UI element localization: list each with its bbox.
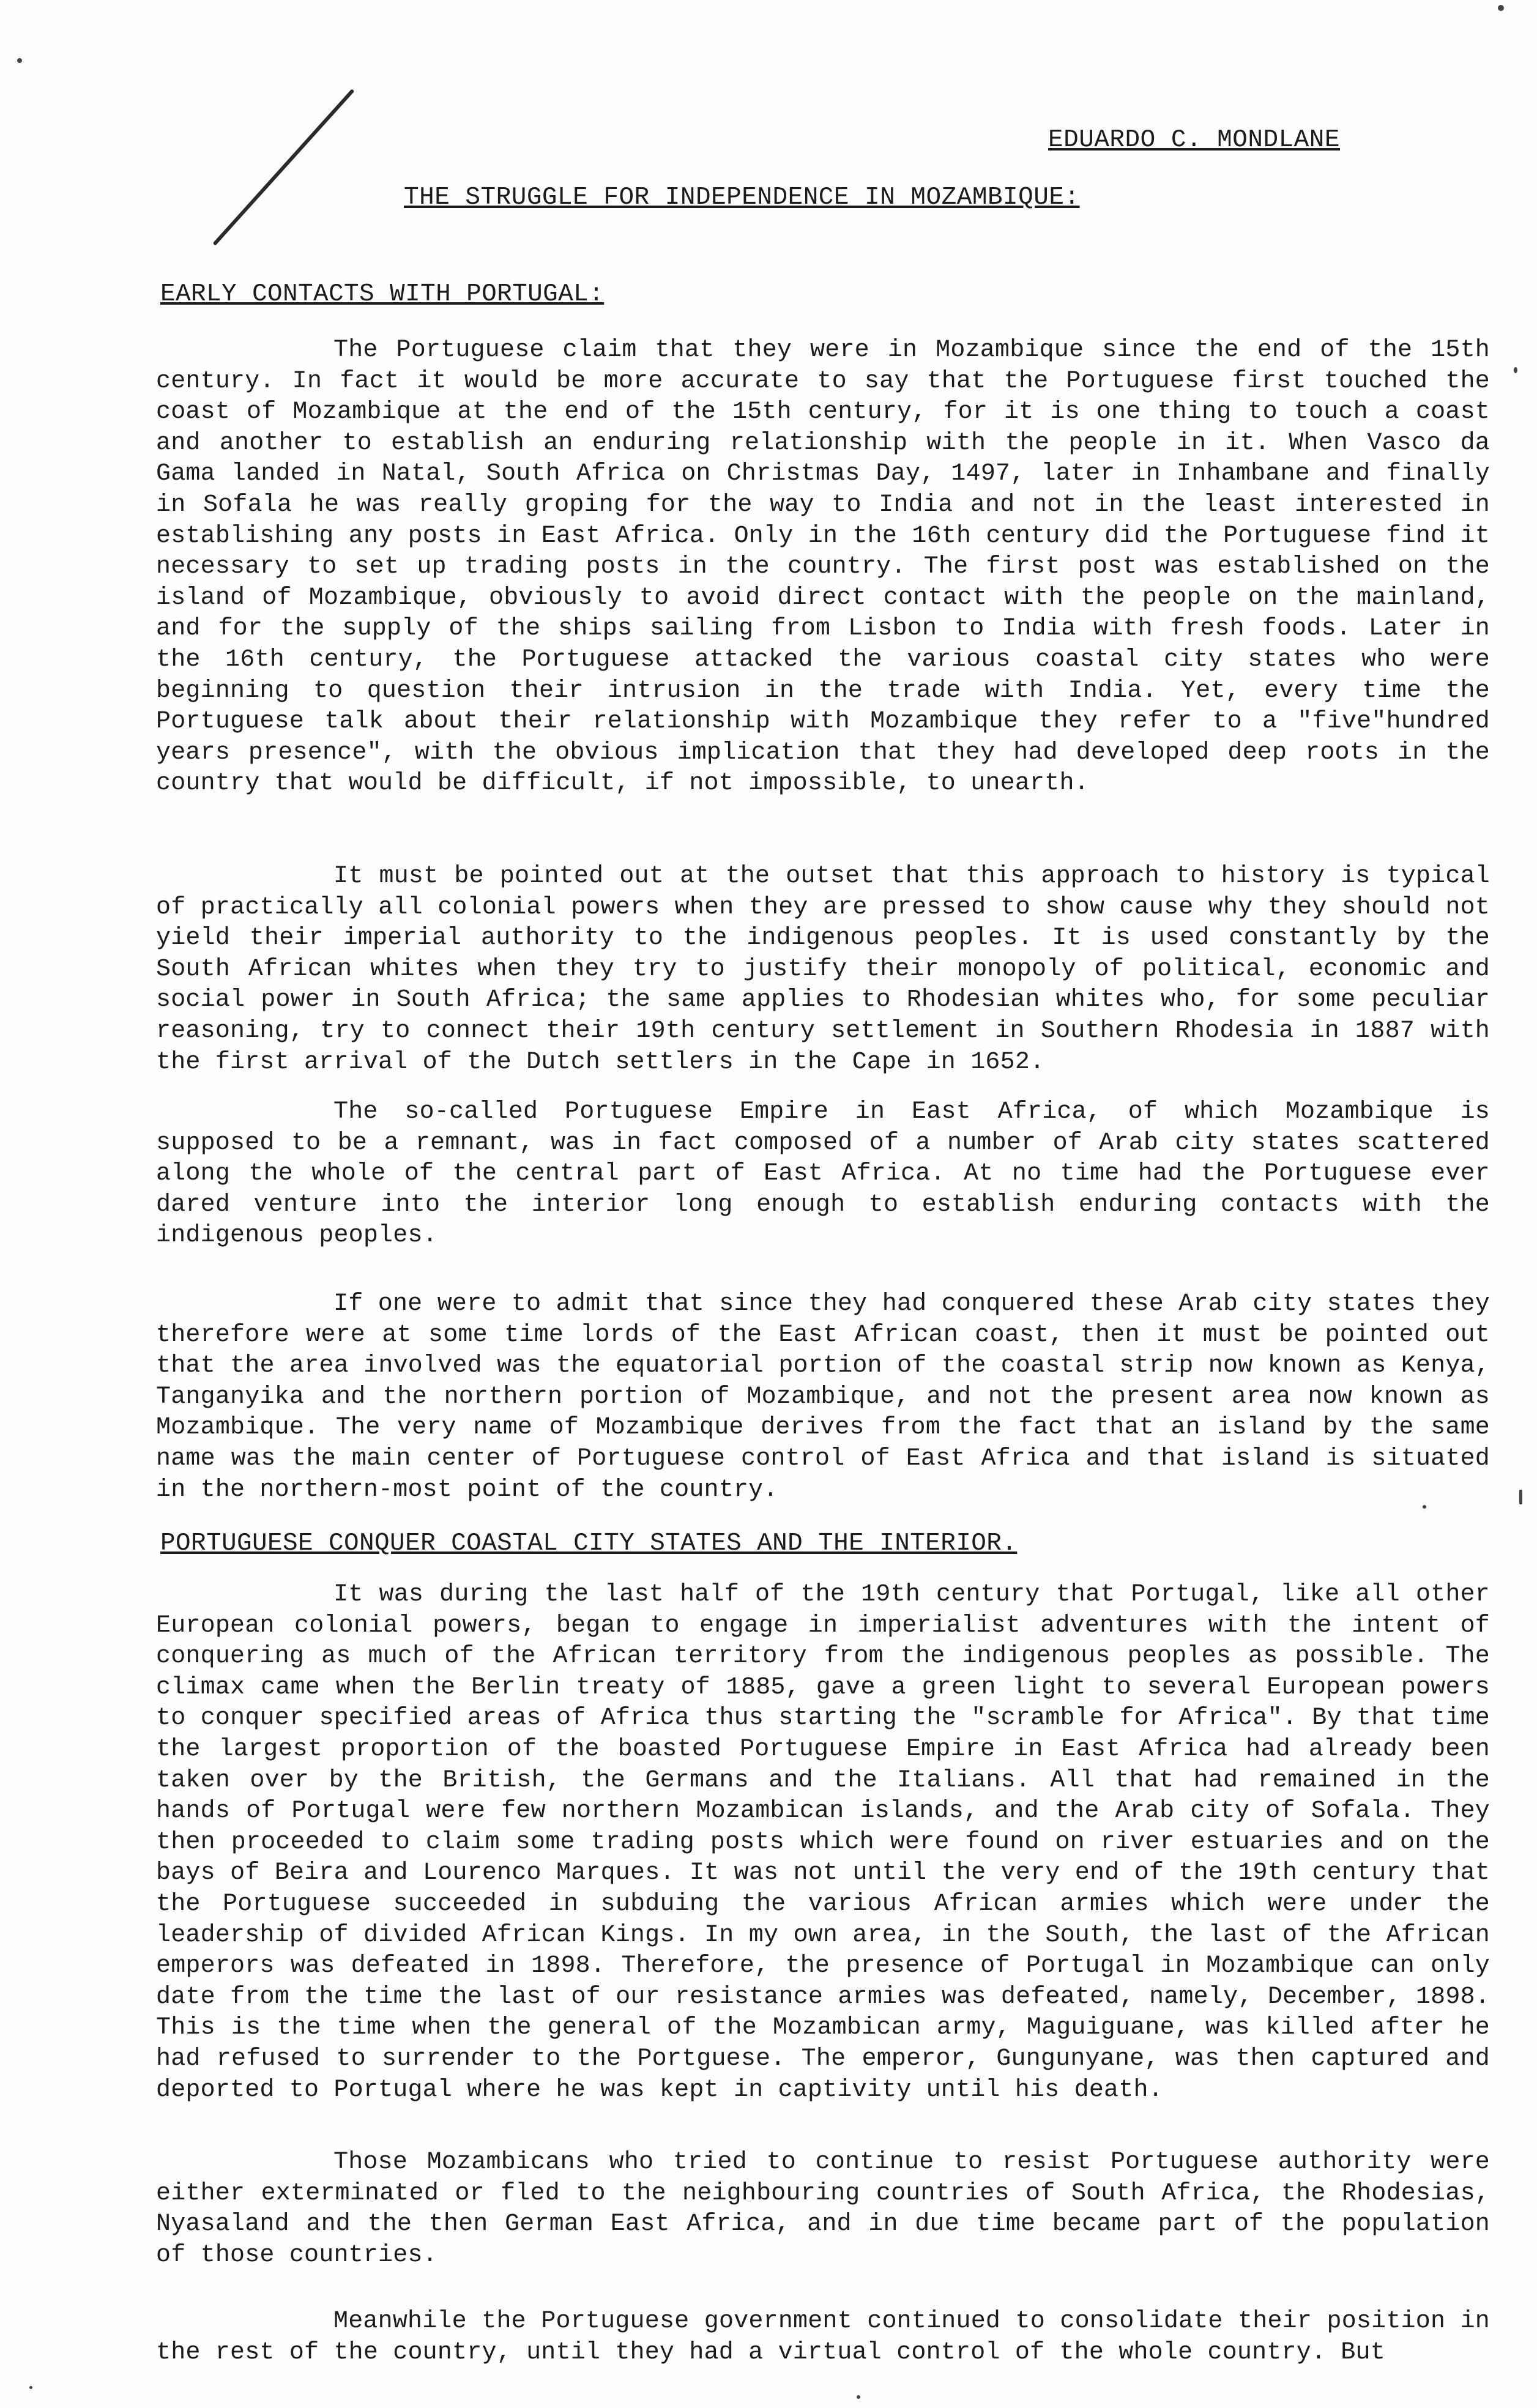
paragraph-6: Those Mozambicans who tried to continue to resist Portuguese authority were either exterminated or fled to the neighbouring countries of South Africa, the Rhodesias, Nyasaland and the then German East Africa, and in due time became part of the population of those countries. (156, 2149, 1490, 2269)
paragraph-5: It was during the last half of the 19th century that Portugal, like all other European colonial powers, began to engage in imperialist adventures with the intent of conquering as much of the African territory from the indigenous peoples as possible. The climax came when the Berlin treaty of 1885, gave a green light to several European powers to conquer specified areas of Africa thus starting the "scramble for Africa". By that time the largest proportion of the boasted Portuguese Empire in East Africa had already been taken over by the British, the Germans and the Italians. All that had remained in the hands of Portugal were few northern Mozambican islands, and the Arab city of Sofala. They then proceeded to claim some trading posts which were found on river estuaries and on the bays of Beira and Lourenco Marques. It was not until the very end of the 19th century that the Portuguese succeeded in subduing the various African armies which were under the leadership of divided African Kings. In my own area, in the South, the last of the African emperors was defeated in 1898. Therefore, the presence of Portugal in Mozambique can only date from the time the last of our resistance armies was defeated, namely, December, 1898. This is the time when the general of the Mozambican army, Maguiguane, was killed after he had refused to surrender to the Portguese. The emperor, Gungunyane, was then captured and deported to Portugal where he was kept in captivity until his death. (156, 1581, 1490, 2104)
section-heading-early-contacts: EARLY CONTACTS WITH PORTUGAL: (160, 280, 605, 308)
paragraph-1: The Portuguese claim that they were in Mozambique since the end of the 15th century. In fact it would be more accurate to say that the Portuguese first touched the coast of Mozambique at the end of the 15th century, for it is one thing to touch a coast and another to establish an enduring relationship with the people in it. When Vasco da Gama landed in Natal, South Africa on Christmas Day, 1497, later in Inhambane and finally in Sofala he was really groping for the way to India and not in the least interested in establishing any posts in East Africa. Only in the 16th century did the Portuguese find it necessary to set up trading posts in the country. The first post was established on the island of Mozambique, obviously to avoid direct contact with the people on the mainland, and for the supply of the ships sailing from Lisbon to India with fresh foods. Later in the 16th century, the Portuguese attacked the various coastal city states who were beginning to question their intrusion in the trade with India. Yet, every time the Portuguese talk about their relationship with Mozambique they refer to a "five"hundred years presence", with the obvious implication that they had developed deep roots in the country that would be difficult, if not impossible, to unearth. (156, 336, 1490, 798)
document-title: THE STRUGGLE FOR INDEPENDENCE IN MOZAMBIQUE: (404, 184, 1080, 212)
author-name: EDUARDO C. MONDLANE (1048, 126, 1340, 154)
scan-speck (17, 58, 22, 63)
scan-speck (1514, 367, 1517, 373)
paragraph-3: The so-called Portuguese Empire in East Africa, of which Mozambique is supposed to be a remnant, was in fact composed of a number of Arab city states scattered along the whole of the central part of East Africa. At no time had the Portuguese ever dared venture into the interior long enough to establish enduring contacts with the indigenous peoples. (156, 1098, 1490, 1250)
paragraph-4: If one were to admit that since they had conquered these Arab city states they therefore were at some time lords of the East African coast, then it must be pointed out that the area involved was the equatorial portion of the coastal strip now known as Kenya, Tanganyika and the northern portion of Mozambique, and not the present area now known as Mozambique. The very name of Mozambique derives from the fact that an island by the same name was the main center of Portuguese control of East Africa and that island is situated in the northern-most point of the country. (156, 1290, 1490, 1504)
scan-speck (1498, 5, 1504, 11)
paragraph-7: Meanwhile the Portuguese government continued to consolidate their position in the rest of the country, until they had a virtual control of the whole country. But (156, 2308, 1490, 2366)
scan-speck (1519, 1490, 1522, 1504)
paragraph-2: It must be pointed out at the outset that this approach to history is typical of practically all colonial powers when they are pressed to show cause why they should not yield their imperial authority to the indigenous peoples. It is used constantly by the South African whites when they try to justify their monopoly of political, economic and social power in South Africa; the same applies to Rhodesian whites who, for some peculiar reasoning, try to connect their 19th century settlement in Southern Rhodesia in 1887 with the first arrival of the Dutch settlers in the Cape in 1652. (156, 863, 1490, 1076)
scan-speck (1423, 1505, 1426, 1509)
scan-speck (29, 2386, 32, 2389)
scan-speck (857, 2395, 860, 2399)
handwritten-slash-mark (212, 89, 354, 246)
section-heading-conquest: PORTUGUESE CONQUER COASTAL CITY STATES AND THE INTERIOR. (160, 1529, 1018, 1558)
